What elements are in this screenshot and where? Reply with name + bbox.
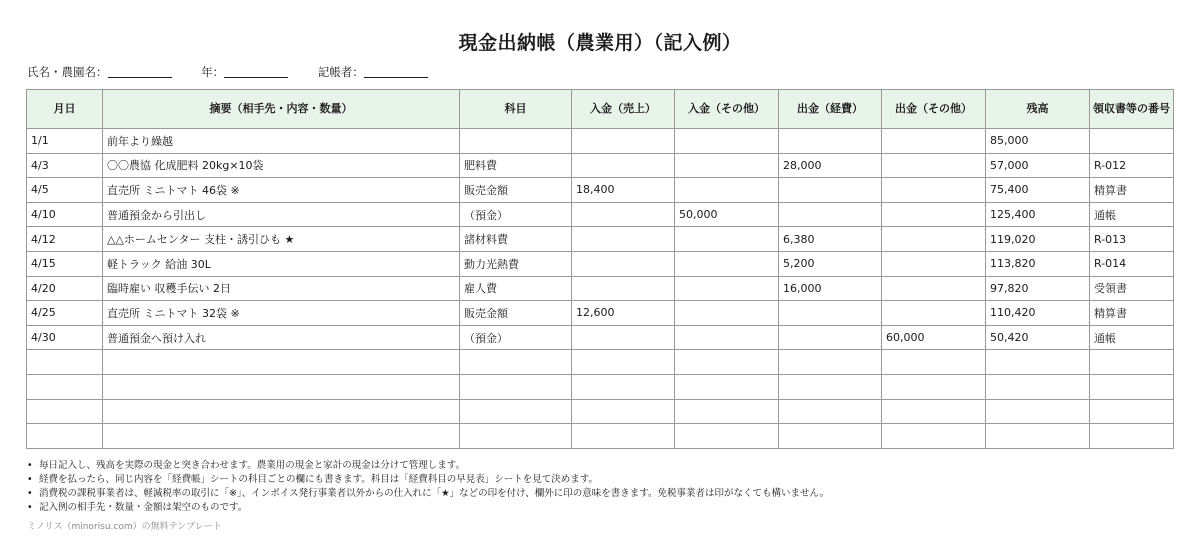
cell-income-other[interactable] xyxy=(675,129,779,154)
cell-date[interactable]: 4/15 xyxy=(27,251,103,276)
cell-description[interactable]: 前年より繰越 xyxy=(103,129,460,154)
cell-income-sales[interactable] xyxy=(572,227,675,252)
cell-date[interactable]: 4/10 xyxy=(27,202,103,227)
note-item xyxy=(27,487,829,501)
note-text: 毎日記入し、残高を実際の現金と突き合わせます。農業用の現金と家計の現金は分けて管理します。 xyxy=(39,460,465,471)
cell-income-other[interactable] xyxy=(675,325,779,350)
cell-balance[interactable]: 119,020 xyxy=(986,227,1090,252)
cell-date[interactable]: 4/25 xyxy=(27,301,103,326)
header-income-sales: 入金（売上） xyxy=(572,90,675,129)
cell-receipt-number[interactable]: 精算書 xyxy=(1090,301,1174,326)
table-row xyxy=(27,227,1174,252)
cell-balance[interactable]: 85,000 xyxy=(986,129,1090,154)
note-item xyxy=(27,459,829,473)
cell-expense-other[interactable] xyxy=(882,374,986,399)
cell-receipt-number[interactable]: R-013 xyxy=(1090,227,1174,252)
cell-income-sales[interactable] xyxy=(572,350,675,375)
cell-balance[interactable]: 125,400 xyxy=(986,202,1090,227)
cell-account[interactable]: 雇人費 xyxy=(460,276,572,301)
cell-receipt-number[interactable] xyxy=(1090,424,1174,449)
cell-account[interactable]: 販売金額 xyxy=(460,178,572,203)
header-account: 科目 xyxy=(460,90,572,129)
cell-income-other[interactable] xyxy=(675,276,779,301)
cell-description[interactable]: 軽トラック 給油 30L xyxy=(103,251,460,276)
cell-description[interactable] xyxy=(103,424,460,449)
cell-expense-other[interactable] xyxy=(882,178,986,203)
cell-income-other[interactable]: 50,000 xyxy=(675,202,779,227)
cell-receipt-number[interactable] xyxy=(1090,374,1174,399)
cell-income-other[interactable] xyxy=(675,227,779,252)
cell-expense[interactable]: 16,000 xyxy=(779,276,882,301)
cell-expense-other[interactable] xyxy=(882,276,986,301)
header-balance: 残高 xyxy=(986,90,1090,129)
table-row xyxy=(27,153,1174,178)
cell-expense[interactable]: 5,200 xyxy=(779,251,882,276)
cell-receipt-number[interactable] xyxy=(1090,350,1174,375)
cell-income-other[interactable] xyxy=(675,178,779,203)
cell-expense[interactable] xyxy=(779,202,882,227)
cell-description[interactable]: △△ホームセンター 支柱・誘引ひも ★ xyxy=(103,227,460,252)
table-row xyxy=(27,276,1174,301)
bullet-icon: • xyxy=(27,474,33,485)
name-field[interactable] xyxy=(27,64,172,80)
footer-credit: ミノリス（minorisu.com）の無料テンプレート xyxy=(27,522,222,532)
table-row xyxy=(27,424,1174,449)
table-body xyxy=(27,129,1174,449)
table-row xyxy=(27,301,1174,326)
note-item xyxy=(27,473,829,487)
bookkeeper-field[interactable] xyxy=(318,64,428,80)
header-receipt-number: 領収書等の番号 xyxy=(1090,90,1174,129)
cell-income-sales[interactable] xyxy=(572,153,675,178)
cell-receipt-number[interactable]: R-012 xyxy=(1090,153,1174,178)
bullet-icon: • xyxy=(27,502,33,513)
cell-balance[interactable] xyxy=(986,424,1090,449)
cell-expense-other[interactable] xyxy=(882,227,986,252)
cell-income-sales[interactable] xyxy=(572,276,675,301)
header-expense-other: 出金（その他） xyxy=(882,90,986,129)
cell-expense[interactable] xyxy=(779,301,882,326)
cell-description[interactable]: 普通預金へ預け入れ xyxy=(103,325,460,350)
cell-income-other[interactable] xyxy=(675,399,779,424)
meta-fields xyxy=(27,64,454,80)
cell-account[interactable] xyxy=(460,350,572,375)
header-description: 摘要（相手先・内容・数量） xyxy=(103,90,460,129)
cell-expense-other[interactable]: 60,000 xyxy=(882,325,986,350)
cell-income-other[interactable] xyxy=(675,301,779,326)
cell-description[interactable]: 直売所 ミニトマト 46袋 ※ xyxy=(103,178,460,203)
cell-income-other[interactable] xyxy=(675,424,779,449)
cell-balance[interactable] xyxy=(986,374,1090,399)
table-row xyxy=(27,399,1174,424)
note-text: 記入例の相手先・数量・金額は架空のものです。 xyxy=(39,502,248,513)
cell-expense-other[interactable] xyxy=(882,153,986,178)
cell-account[interactable]: 販売金額 xyxy=(460,301,572,326)
cell-date[interactable]: 1/1 xyxy=(27,129,103,154)
cell-expense-other[interactable] xyxy=(882,129,986,154)
notes-list xyxy=(27,459,829,515)
cell-balance[interactable]: 113,820 xyxy=(986,251,1090,276)
cell-description[interactable] xyxy=(103,399,460,424)
cell-expense-other[interactable] xyxy=(882,202,986,227)
table-row xyxy=(27,325,1174,350)
year-field-line xyxy=(224,65,288,78)
cell-income-sales[interactable] xyxy=(572,424,675,449)
cell-date[interactable] xyxy=(27,350,103,375)
table-row xyxy=(27,251,1174,276)
cell-receipt-number[interactable]: 通帳 xyxy=(1090,325,1174,350)
header-date: 月日 xyxy=(27,90,103,129)
cell-balance[interactable]: 97,820 xyxy=(986,276,1090,301)
name-field-label: 氏名・農園名： xyxy=(27,65,108,79)
cell-expense[interactable] xyxy=(779,350,882,375)
cell-balance[interactable]: 75,400 xyxy=(986,178,1090,203)
cell-expense[interactable] xyxy=(779,424,882,449)
bullet-icon: • xyxy=(27,488,33,499)
cell-income-sales[interactable] xyxy=(572,129,675,154)
cell-description[interactable]: 直売所 ミニトマト 32袋 ※ xyxy=(103,301,460,326)
table-row xyxy=(27,178,1174,203)
cell-receipt-number[interactable] xyxy=(1090,129,1174,154)
cell-expense[interactable] xyxy=(779,129,882,154)
cell-income-sales[interactable] xyxy=(572,202,675,227)
cell-expense-other[interactable] xyxy=(882,350,986,375)
notes xyxy=(27,459,829,515)
cell-date[interactable] xyxy=(27,424,103,449)
note-text: 消費税の課税事業者は、軽減税率の取引に「※」、インボイス発行事業者以外からの仕入れに「★」などの印を付け、欄外に印の意味を書きます。免税事業者は印がなくても構いません。 xyxy=(39,488,830,499)
table-row xyxy=(27,350,1174,375)
cell-date[interactable] xyxy=(27,399,103,424)
cell-description[interactable]: 臨時雇い 収穫手伝い 2日 xyxy=(103,276,460,301)
cell-expense[interactable] xyxy=(779,399,882,424)
cell-expense-other[interactable] xyxy=(882,399,986,424)
year-field[interactable] xyxy=(201,64,288,80)
note-item xyxy=(27,501,829,515)
cell-receipt-number[interactable]: 受領書 xyxy=(1090,276,1174,301)
cell-expense[interactable] xyxy=(779,325,882,350)
cell-income-sales[interactable] xyxy=(572,251,675,276)
cell-balance[interactable]: 110,420 xyxy=(986,301,1090,326)
cell-income-other[interactable] xyxy=(675,350,779,375)
cell-income-sales[interactable]: 12,600 xyxy=(572,301,675,326)
cell-account[interactable] xyxy=(460,399,572,424)
cell-date[interactable]: 4/5 xyxy=(27,178,103,203)
cell-receipt-number[interactable]: R-014 xyxy=(1090,251,1174,276)
cell-receipt-number[interactable]: 精算書 xyxy=(1090,178,1174,203)
cell-balance[interactable]: 57,000 xyxy=(986,153,1090,178)
cell-account[interactable] xyxy=(460,129,572,154)
cell-balance[interactable] xyxy=(986,399,1090,424)
cell-account[interactable]: （預金） xyxy=(460,325,572,350)
cell-account[interactable]: （預金） xyxy=(460,202,572,227)
table-row xyxy=(27,374,1174,399)
cell-expense-other[interactable] xyxy=(882,424,986,449)
cell-expense[interactable]: 28,000 xyxy=(779,153,882,178)
cell-income-sales[interactable] xyxy=(572,374,675,399)
cell-expense[interactable]: 6,380 xyxy=(779,227,882,252)
cell-description[interactable]: 普通預金から引出し xyxy=(103,202,460,227)
cell-description[interactable] xyxy=(103,374,460,399)
cell-date[interactable]: 4/12 xyxy=(27,227,103,252)
cell-date[interactable] xyxy=(27,374,103,399)
cell-account[interactable]: 肥料費 xyxy=(460,153,572,178)
bookkeeper-field-line xyxy=(364,65,428,78)
bullet-icon: • xyxy=(27,460,33,471)
cell-description[interactable] xyxy=(103,350,460,375)
cell-expense-other[interactable] xyxy=(882,301,986,326)
table-row xyxy=(27,202,1174,227)
header-expense: 出金（経費） xyxy=(779,90,882,129)
cell-account[interactable] xyxy=(460,424,572,449)
header-income-other: 入金（その他） xyxy=(675,90,779,129)
cell-account[interactable]: 諸材料費 xyxy=(460,227,572,252)
bookkeeper-field-label: 記帳者： xyxy=(317,65,364,79)
cell-income-other[interactable] xyxy=(675,153,779,178)
cell-income-other[interactable] xyxy=(675,374,779,399)
name-field-line xyxy=(108,65,172,78)
cell-account[interactable]: 動力光熱費 xyxy=(460,251,572,276)
cell-income-other[interactable] xyxy=(675,251,779,276)
cell-balance[interactable]: 50,420 xyxy=(986,325,1090,350)
page-title: 現金出納帳（農業用）（記入例） xyxy=(458,32,742,54)
cell-income-sales[interactable] xyxy=(572,399,675,424)
cell-expense[interactable] xyxy=(779,374,882,399)
cell-account[interactable] xyxy=(460,374,572,399)
cell-income-sales[interactable] xyxy=(572,325,675,350)
table-row xyxy=(27,129,1174,154)
cell-date[interactable]: 4/20 xyxy=(27,276,103,301)
cell-income-sales[interactable]: 18,400 xyxy=(572,178,675,203)
cell-balance[interactable] xyxy=(986,350,1090,375)
cell-date[interactable]: 4/30 xyxy=(27,325,103,350)
table-header-row xyxy=(27,90,1174,129)
cell-date[interactable]: 4/3 xyxy=(27,153,103,178)
cell-expense-other[interactable] xyxy=(882,251,986,276)
cash-ledger-table xyxy=(26,89,1174,449)
cell-description[interactable]: 〇〇農協 化成肥料 20kg×10袋 xyxy=(103,153,460,178)
year-field-label: 年： xyxy=(201,65,225,79)
cell-expense[interactable] xyxy=(779,178,882,203)
cell-receipt-number[interactable]: 通帳 xyxy=(1090,202,1174,227)
note-text: 経費を払ったら、同じ内容を「経費帳」シートの科目ごとの欄にも書きます。科目は「経費科目の早見表」シートを見て決めます。 xyxy=(39,474,598,485)
cell-receipt-number[interactable] xyxy=(1090,399,1174,424)
